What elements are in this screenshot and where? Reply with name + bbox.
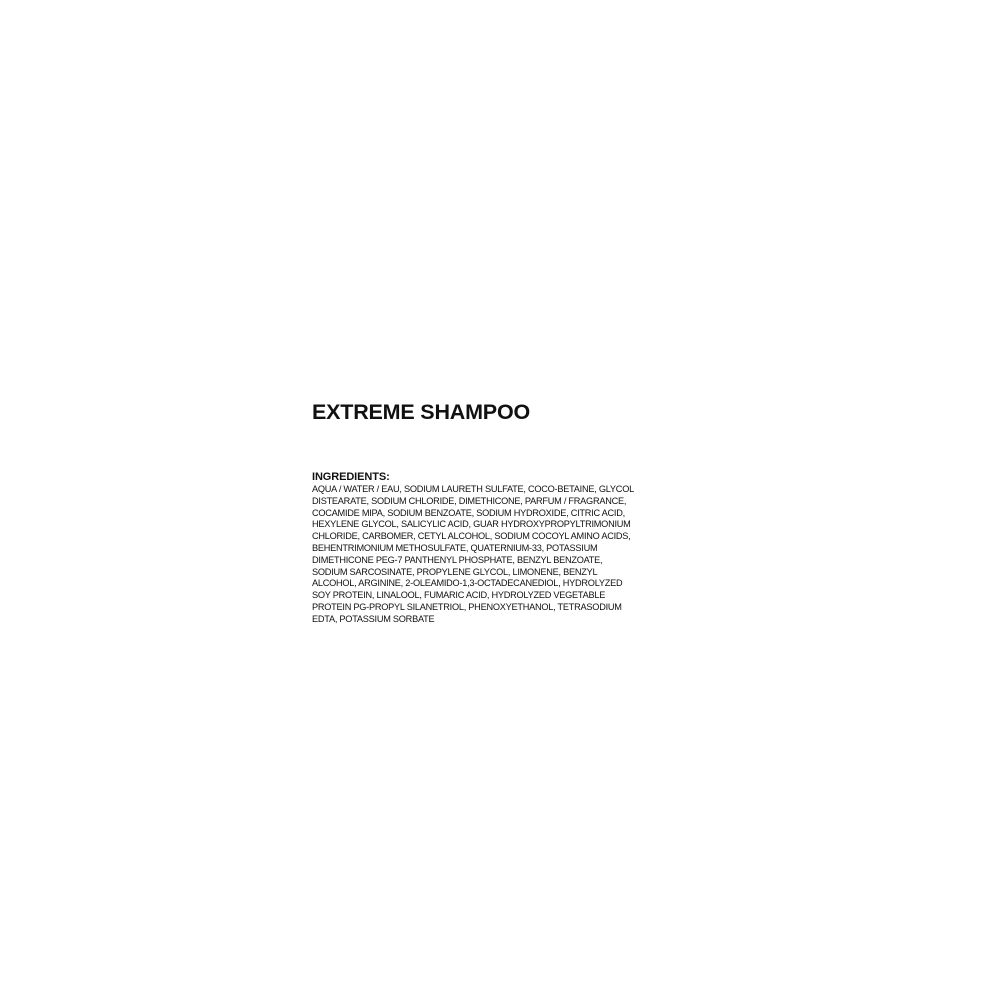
- ingredients-line: SODIUM SARCOSINATE, PROPYLENE GLYCOL, LIMONENE, BENZYL: [312, 566, 598, 577]
- ingredients-section: [312, 471, 657, 626]
- product-title: EXTREME SHAMPOO: [312, 400, 530, 424]
- ingredients-line: COCAMIDE MIPA, SODIUM BENZOATE, SODIUM HYDROXIDE, CITRIC ACID,: [312, 507, 625, 518]
- ingredients-line: CHLORIDE, CARBOMER, CETYL ALCOHOL, SODIUM COCOYL AMINO ACIDS,: [312, 531, 631, 542]
- ingredients-line: EDTA, POTASSIUM SORBATE: [312, 613, 435, 624]
- ingredients-heading: INGREDIENTS:: [312, 471, 390, 483]
- ingredients-line: DISTEARATE, SODIUM CHLORIDE, DIMETHICONE, PARFUM / FRAGRANCE,: [312, 495, 627, 506]
- ingredient-label: [312, 398, 657, 626]
- ingredients-line: BEHENTRIMONIUM METHOSULFATE, QUATERNIUM-33, POTASSIUM: [312, 542, 598, 553]
- ingredients-line: SOY PROTEIN, LINALOOL, FUMARIC ACID, HYDROLYZED VEGETABLE: [312, 590, 606, 601]
- ingredients-line: ALCOHOL, ARGININE, 2-OLEAMIDO-1,3-OCTADECANEDIOL, HYDROLYZED: [312, 578, 623, 589]
- ingredients-line: DIMETHICONE PEG-7 PANTHENYL PHOSPHATE, BENZYL BENZOATE,: [312, 554, 603, 565]
- ingredients-list: [312, 484, 657, 626]
- ingredients-line: AQUA / WATER / EAU, SODIUM LAURETH SULFATE, COCO-BETAINE, GLYCOL: [312, 484, 634, 494]
- ingredients-line: HEXYLENE GLYCOL, SALICYLIC ACID, GUAR HYDROXYPROPYLTRIMONIUM: [312, 519, 631, 530]
- ingredients-line: PROTEIN PG-PROPYL SILANETRIOL, PHENOXYETHANOL, TETRASODIUM: [312, 601, 622, 612]
